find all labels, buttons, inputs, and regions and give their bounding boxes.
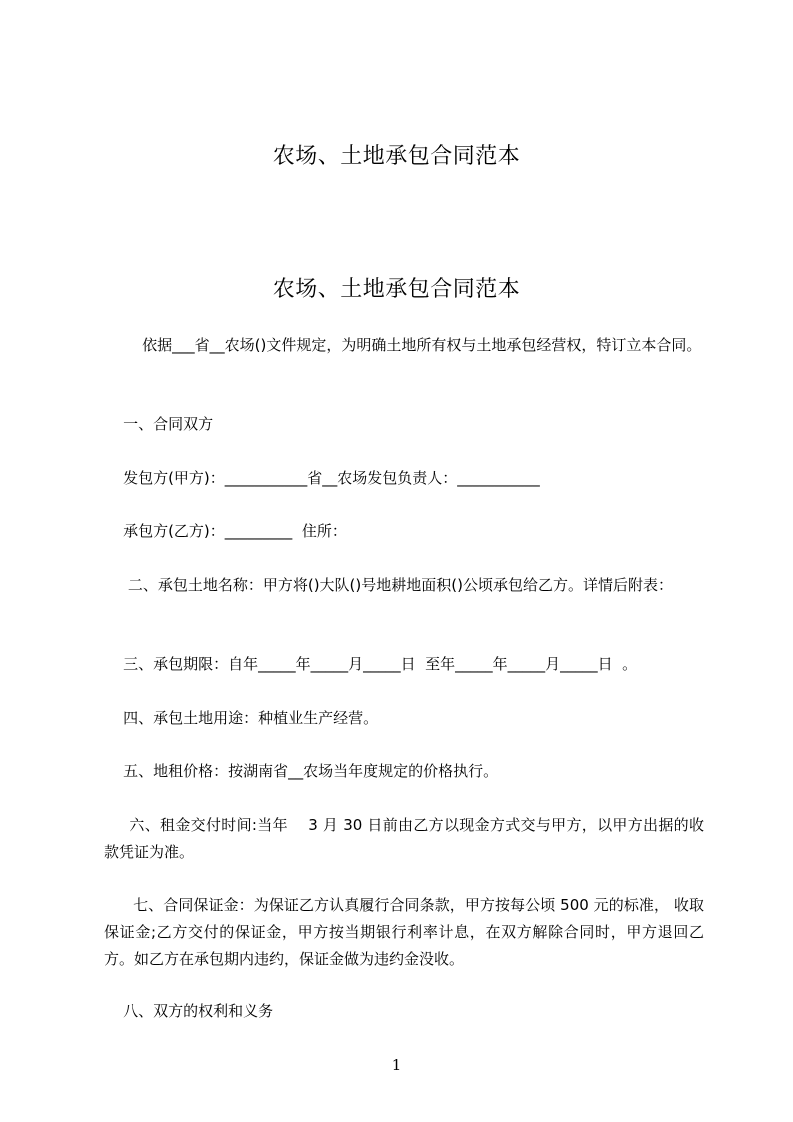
paragraph-section-8-heading: 八、双方的权利和义务	[104, 1002, 274, 1020]
paragraph-section-7-deposit: 七、合同保证金：为保证乙方认真履行合同条款，甲方按每公顷 500 元的标准， 收取保证金;乙方交付的保证金，甲方按当期银行利率计息，在双方解除合同时，甲方退回乙方。如乙方在承包期内违约，保证金做为违约金没收。	[104, 896, 704, 968]
paragraph-party-a: 发包方(甲方)：___________省__农场发包负责人：___________	[104, 469, 540, 487]
paragraph-preamble: 依据___省__农场()文件规定，为明确土地所有权与土地承包经营权，特订立本合同。	[104, 336, 702, 354]
page-header-title: 农场、土地承包合同范本	[272, 144, 521, 169]
paragraph-section-5-rent: 五、地租价格：按湖南省__农场当年度规定的价格执行。	[104, 762, 499, 780]
paragraph-section-6-payment: 六、租金交付时间:当年 3 月 30 日前由乙方以现金方式交与甲方，以甲方出据的收款凭证为准。	[104, 816, 704, 861]
paragraph-section-1-heading: 一、合同双方	[104, 415, 214, 433]
paragraph-section-3-term: 三、承包期限：自年_____年_____月_____日 至年_____年_____月_____日 。	[104, 655, 638, 673]
page-number: 1	[391, 1056, 402, 1074]
paragraph-party-b: 承包方(乙方)：_________ 住所：	[104, 522, 347, 540]
paragraph-section-4-usage: 四、承包土地用途：种植业生产经营。	[104, 709, 379, 727]
paragraph-section-2-land: 二、承包土地名称：甲方将()大队()号地耕地面积()公顷承包给乙方。详情后附表：	[104, 576, 673, 594]
document-title: 农场、土地承包合同范本	[272, 277, 521, 302]
